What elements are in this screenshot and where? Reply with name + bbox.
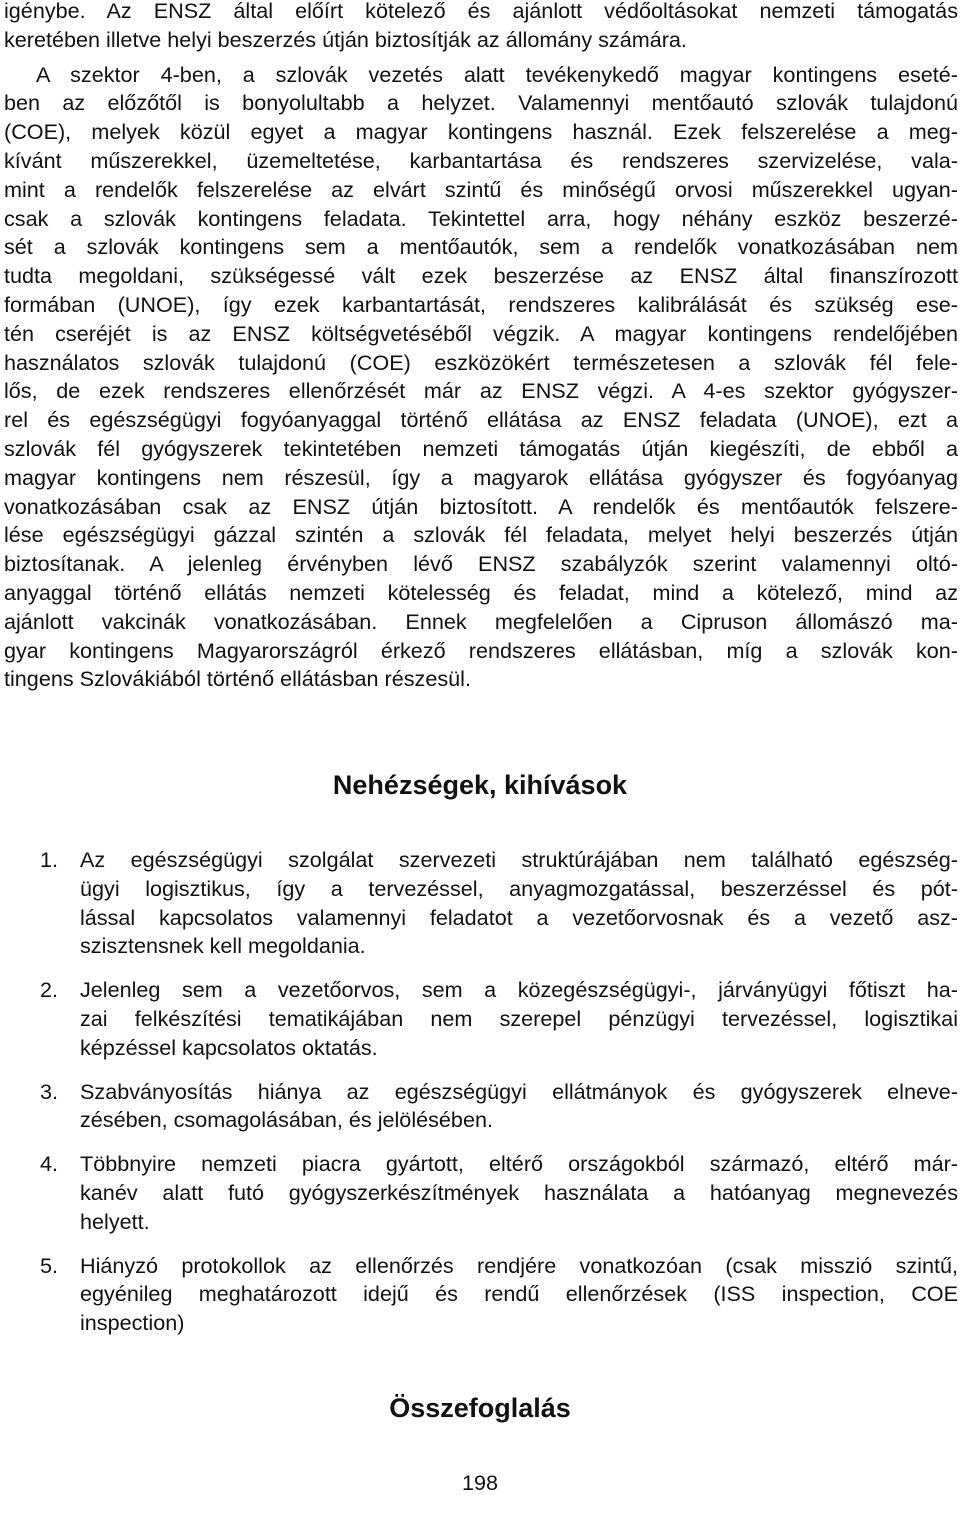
list-item bbox=[40, 1078, 958, 1136]
text-line: rel és egészségügyi fogyóanyaggal történő ellátása az ENSZ feladata (UNOE), ezt a bbox=[4, 407, 958, 433]
paragraph-sector4 bbox=[4, 61, 958, 695]
list-item-number: 4. bbox=[40, 1151, 59, 1177]
text-line: ajánlott vakcinák vonatkozásában. Ennek megfelelően a Cipruson állomászó ma- bbox=[4, 608, 958, 634]
text-line: helyett. bbox=[80, 1208, 150, 1234]
list-item-number: 1. bbox=[40, 847, 59, 872]
paragraph-vaccinations bbox=[4, 0, 958, 55]
text-line: zai felkészítési tematikájában nem szerepel pénzügyi tervezéssel, logisztikai bbox=[80, 1005, 958, 1031]
text-line: igénybe. Az ENSZ által előírt kötelező és ajánlott védőoltásokat nemzeti támogatás bbox=[4, 0, 958, 23]
text-line: mint a rendelők felszerelése az elvárt szintű és minőségű orvosi műszerekkel ugyan- bbox=[4, 176, 958, 202]
list-item-text bbox=[80, 1252, 958, 1338]
text-line: Többnyire nemzeti piacra gyártott, eltérő országokból származó, eltérő már- bbox=[80, 1151, 958, 1177]
text-line: Az egészségügyi szolgálat szervezeti struktúrájában nem található egészség- bbox=[80, 847, 958, 872]
text-line: tén cseréjét is az ENSZ költségvetéséből végzik. A magyar kontingens rendelőjében bbox=[4, 320, 958, 346]
text-line: sét a szlovák kontingens sem a mentőautók, sem a rendelők vonatkozásában nem bbox=[4, 234, 958, 260]
text-line: lással kapcsolatos valamennyi feladatot a vezetőorvosnak és a vezető asz- bbox=[80, 904, 958, 930]
text-line: tingens Szlovákiából történő ellátásban részesül. bbox=[4, 666, 471, 692]
text-line: Hiányzó protokollok az ellenőrzés rendjére vonatkozóan (csak misszió szintű, bbox=[80, 1252, 958, 1278]
text-line: lése egészségügyi gázzal szintén a szlovák fél feladata, melyet helyi beszerzés útján bbox=[4, 522, 958, 548]
text-line: A szektor 4-ben, a szlovák vezetés alatt tevékenykedő magyar kontingens eseté- bbox=[36, 61, 958, 87]
text-line: vonatkozásában csak az ENSZ útján biztosított. A rendelők és mentőautók felszere- bbox=[4, 493, 958, 519]
text-line: biztosítanak. A jelenleg érvényben lévő ENSZ szabályzók szerint valamennyi oltó- bbox=[4, 551, 958, 577]
text-line: magyar kontingens nem részesül, így a magyarok ellátása gyógyszer és fogyóanyag bbox=[4, 464, 958, 490]
list-item-number: 2. bbox=[40, 977, 59, 1003]
list-item-text bbox=[80, 846, 958, 961]
text-line: csak a szlovák kontingens feladata. Tekintettel arra, hogy néhány eszköz beszerzé- bbox=[4, 205, 958, 231]
text-line: zésében, csomagolásában, és jelölésében. bbox=[80, 1107, 493, 1133]
section-heading-challenges: Nehézségek, kihívások bbox=[332, 770, 628, 800]
text-line: kanév alatt futó gyógyszerkészítmények használata a hatóanyag megnevezés bbox=[80, 1179, 958, 1205]
text-line: kívánt műszerekkel, üzemeltetése, karbantartása és rendszeres szervizelése, vala- bbox=[4, 147, 958, 173]
challenges-list bbox=[40, 846, 958, 1353]
text-line: szisztensnek kell megoldania. bbox=[80, 933, 366, 959]
section-heading-summary: Összefoglalás bbox=[389, 1393, 571, 1423]
list-item-number: 5. bbox=[40, 1252, 59, 1278]
list-item-text bbox=[80, 1078, 958, 1136]
text-line: egyénileg meghatározott idejű és rendű ellenőrzések (ISS inspection, COE bbox=[80, 1281, 958, 1307]
text-line: gyar kontingens Magyarországról érkező rendszeres ellátásban, míg a szlovák kon- bbox=[4, 637, 958, 663]
text-line: keretében illetve helyi beszerzés útján biztosítják az állomány számára. bbox=[4, 26, 687, 52]
text-line: formában (UNOE), így ezek karbantartását, rendszeres kalibrálását és szükség ese- bbox=[4, 291, 958, 317]
list-item-number: 3. bbox=[40, 1078, 59, 1104]
list-item bbox=[40, 1150, 958, 1236]
text-line: Szabványosítás hiánya az egészségügyi ellátmányok és gyógyszerek elneve- bbox=[80, 1078, 958, 1104]
list-item-text bbox=[80, 1150, 958, 1236]
text-line: inspection) bbox=[80, 1310, 185, 1336]
list-item-text bbox=[80, 976, 958, 1062]
page-number: 198 bbox=[461, 1470, 499, 1495]
text-line: (COE), melyek közül egyet a magyar kontingens használ. Ezek felszerelése a meg- bbox=[4, 119, 958, 145]
list-item bbox=[40, 846, 958, 961]
text-line: Jelenleg sem a vezetőorvos, sem a közegészségügyi-, járványügyi főtiszt ha- bbox=[80, 977, 958, 1003]
text-line: képzéssel kapcsolatos oktatás. bbox=[80, 1034, 378, 1060]
text-line: ben az előzőtől is bonyolultabb a helyzet. Valamennyi mentőautó szlovák tulajdonú bbox=[4, 90, 958, 116]
text-line: használatos szlovák tulajdonú (COE) eszközökért természetesen a szlovák fél fele- bbox=[4, 349, 958, 375]
text-line: anyaggal történő ellátás nemzeti kötelesség és feladat, mind a kötelező, mind az bbox=[4, 579, 958, 605]
text-line: lős, de ezek rendszeres ellenőrzését már az ENSZ végzi. A 4-es szektor gyógyszer- bbox=[4, 378, 958, 404]
text-line: ügyi logisztikus, így a tervezéssel, anyagmozgatással, beszerzéssel és pót- bbox=[80, 875, 958, 901]
list-item bbox=[40, 1252, 958, 1338]
text-line: szlovák fél gyógyszerek tekintetében nemzeti támogatás útján kiegészíti, de ebből a bbox=[4, 435, 958, 461]
list-item bbox=[40, 976, 958, 1062]
document-page bbox=[4, 0, 958, 694]
text-line: tudta megoldani, szükségessé vált ezek beszerzése az ENSZ által finanszírozott bbox=[4, 263, 958, 289]
